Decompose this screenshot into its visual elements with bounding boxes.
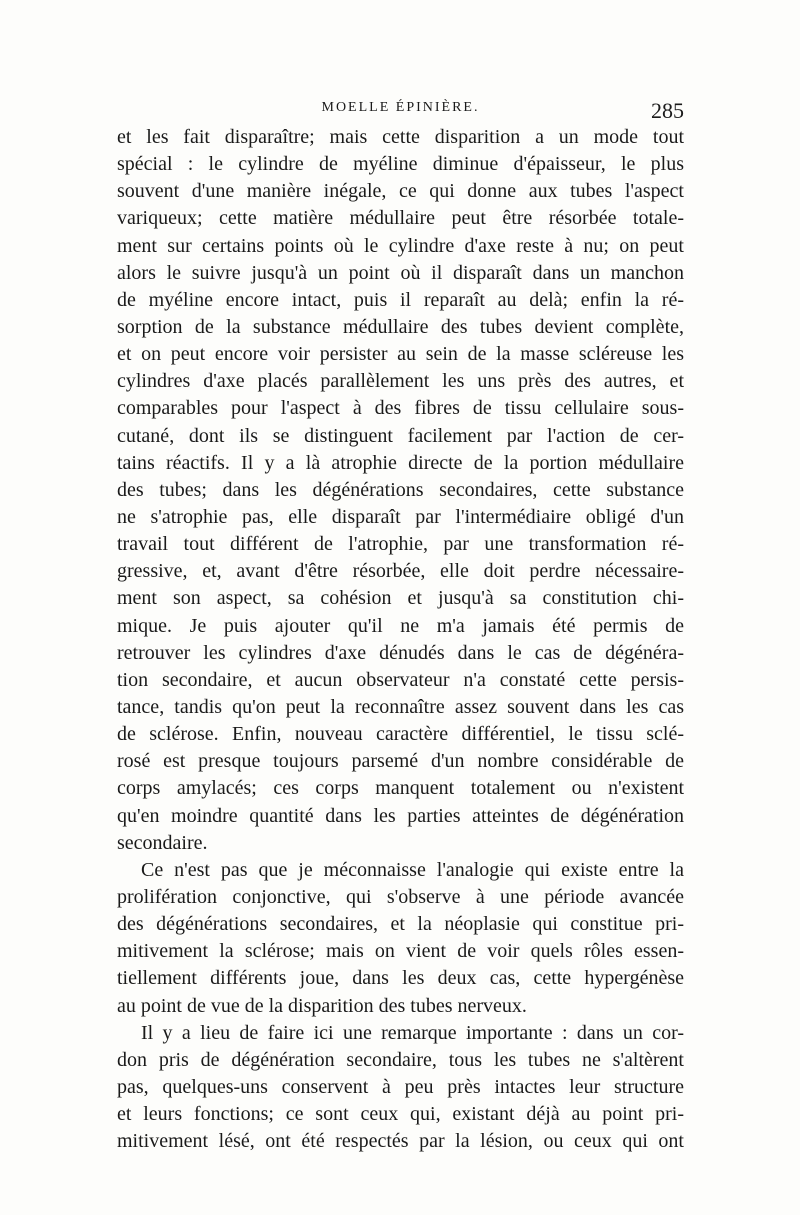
text-line: rosé est presque toujours parsemé d'un nombre considérable de — [117, 750, 684, 773]
text-line: mique. Je puis ajouter qu'il ne m'a jamais été permis de — [117, 614, 684, 637]
text-line: de sclérose. Enfin, nouveau caractère différentiel, le tissu sclé- — [117, 723, 684, 746]
text-line: pas, quelques-uns conservent à peu près intactes leur structure — [117, 1075, 684, 1098]
text-line: tains réactifs. Il y a là atrophie directe de la portion médullaire — [117, 451, 684, 474]
text-line: mitivement lésé, ont été respectés par la lésion, ou ceux qui ont — [117, 1130, 684, 1153]
text-line: au point de vue de la disparition des tubes nerveux. — [117, 994, 527, 1017]
page-header — [117, 98, 684, 124]
text-line: prolifération conjonctive, qui s'observe à une période avancée — [117, 885, 684, 908]
text-line: ment sur certains points où le cylindre d'axe reste à nu; on peut — [117, 234, 684, 257]
text-line: de myéline encore intact, puis il reparaît au delà; enfin la ré- — [117, 288, 684, 311]
text-line: spécial : le cylindre de myéline diminue d'épaisseur, le plus — [117, 153, 684, 176]
text-line: corps amylacés; ces corps manquent totalement ou n'existent — [117, 777, 684, 800]
text-line: tance, tandis qu'on peut la reconnaître assez souvent dans les cas — [117, 695, 684, 718]
text-line: et les fait disparaître; mais cette disparition a un mode tout — [117, 126, 684, 148]
text-line: mitivement la sclérose; mais on vient de voir quels rôles essen- — [117, 940, 684, 963]
text-line: sorption de la substance médullaire des tubes devient complète, — [117, 315, 684, 338]
text-line: gressive, et, avant d'être résorbée, elle doit perdre nécessaire- — [117, 560, 684, 583]
text-line: cutané, dont ils se distinguent facilement par l'action de cer- — [117, 424, 684, 447]
text-line: ne s'atrophie pas, elle disparaît par l'intermédiaire obligé d'un — [117, 505, 684, 528]
text-line: alors le suivre jusqu'à un point où il disparaît dans un manchon — [117, 261, 684, 284]
text-line: retrouver les cylindres d'axe dénudés dans le cas de dégénéra- — [117, 641, 684, 664]
text-line: travail tout différent de l'atrophie, par une transformation ré- — [117, 533, 684, 556]
text-line: don pris de dégénération secondaire, tous les tubes ne s'altèrent — [117, 1048, 684, 1071]
text-line: des tubes; dans les dégénérations secondaires, cette substance — [117, 478, 684, 501]
text-line: comparables pour l'aspect à des fibres de tissu cellulaire sous- — [117, 397, 684, 420]
text-line: et leurs fonctions; ce sont ceux qui, existant déjà au point pri- — [117, 1103, 684, 1126]
text-line: souvent d'une manière inégale, ce qui donne aux tubes l'aspect — [117, 180, 684, 203]
text-line: secondaire. — [117, 831, 208, 854]
text-line: tiellement différents joue, dans les deux cas, cette hypergénèse — [117, 967, 684, 990]
text-line: Ce n'est pas que je méconnaisse l'analogie qui existe entre la — [141, 858, 684, 881]
running-head: MOELLE ÉPINIÈRE. — [321, 100, 480, 115]
text-line: qu'en moindre quantité dans les parties atteintes de dégénération — [117, 804, 684, 827]
text-line: tion secondaire, et aucun observateur n'a constaté cette persis- — [117, 668, 684, 691]
body-text — [117, 124, 684, 1155]
text-line: variqueux; cette matière médullaire peut être résorbée totale- — [117, 207, 684, 230]
text-line: cylindres d'axe placés parallèlement les uns près des autres, et — [117, 370, 684, 393]
text-line: et on peut encore voir persister au sein de la masse scléreuse les — [117, 343, 684, 366]
page-number: 285 — [651, 98, 684, 123]
text-line: ment son aspect, sa cohésion et jusqu'à sa constitution chi- — [117, 587, 684, 610]
text-line: des dégénérations secondaires, et la néoplasie qui constitue pri- — [117, 913, 684, 936]
text-line: Il y a lieu de faire ici une remarque importante : dans un cor- — [141, 1021, 684, 1044]
